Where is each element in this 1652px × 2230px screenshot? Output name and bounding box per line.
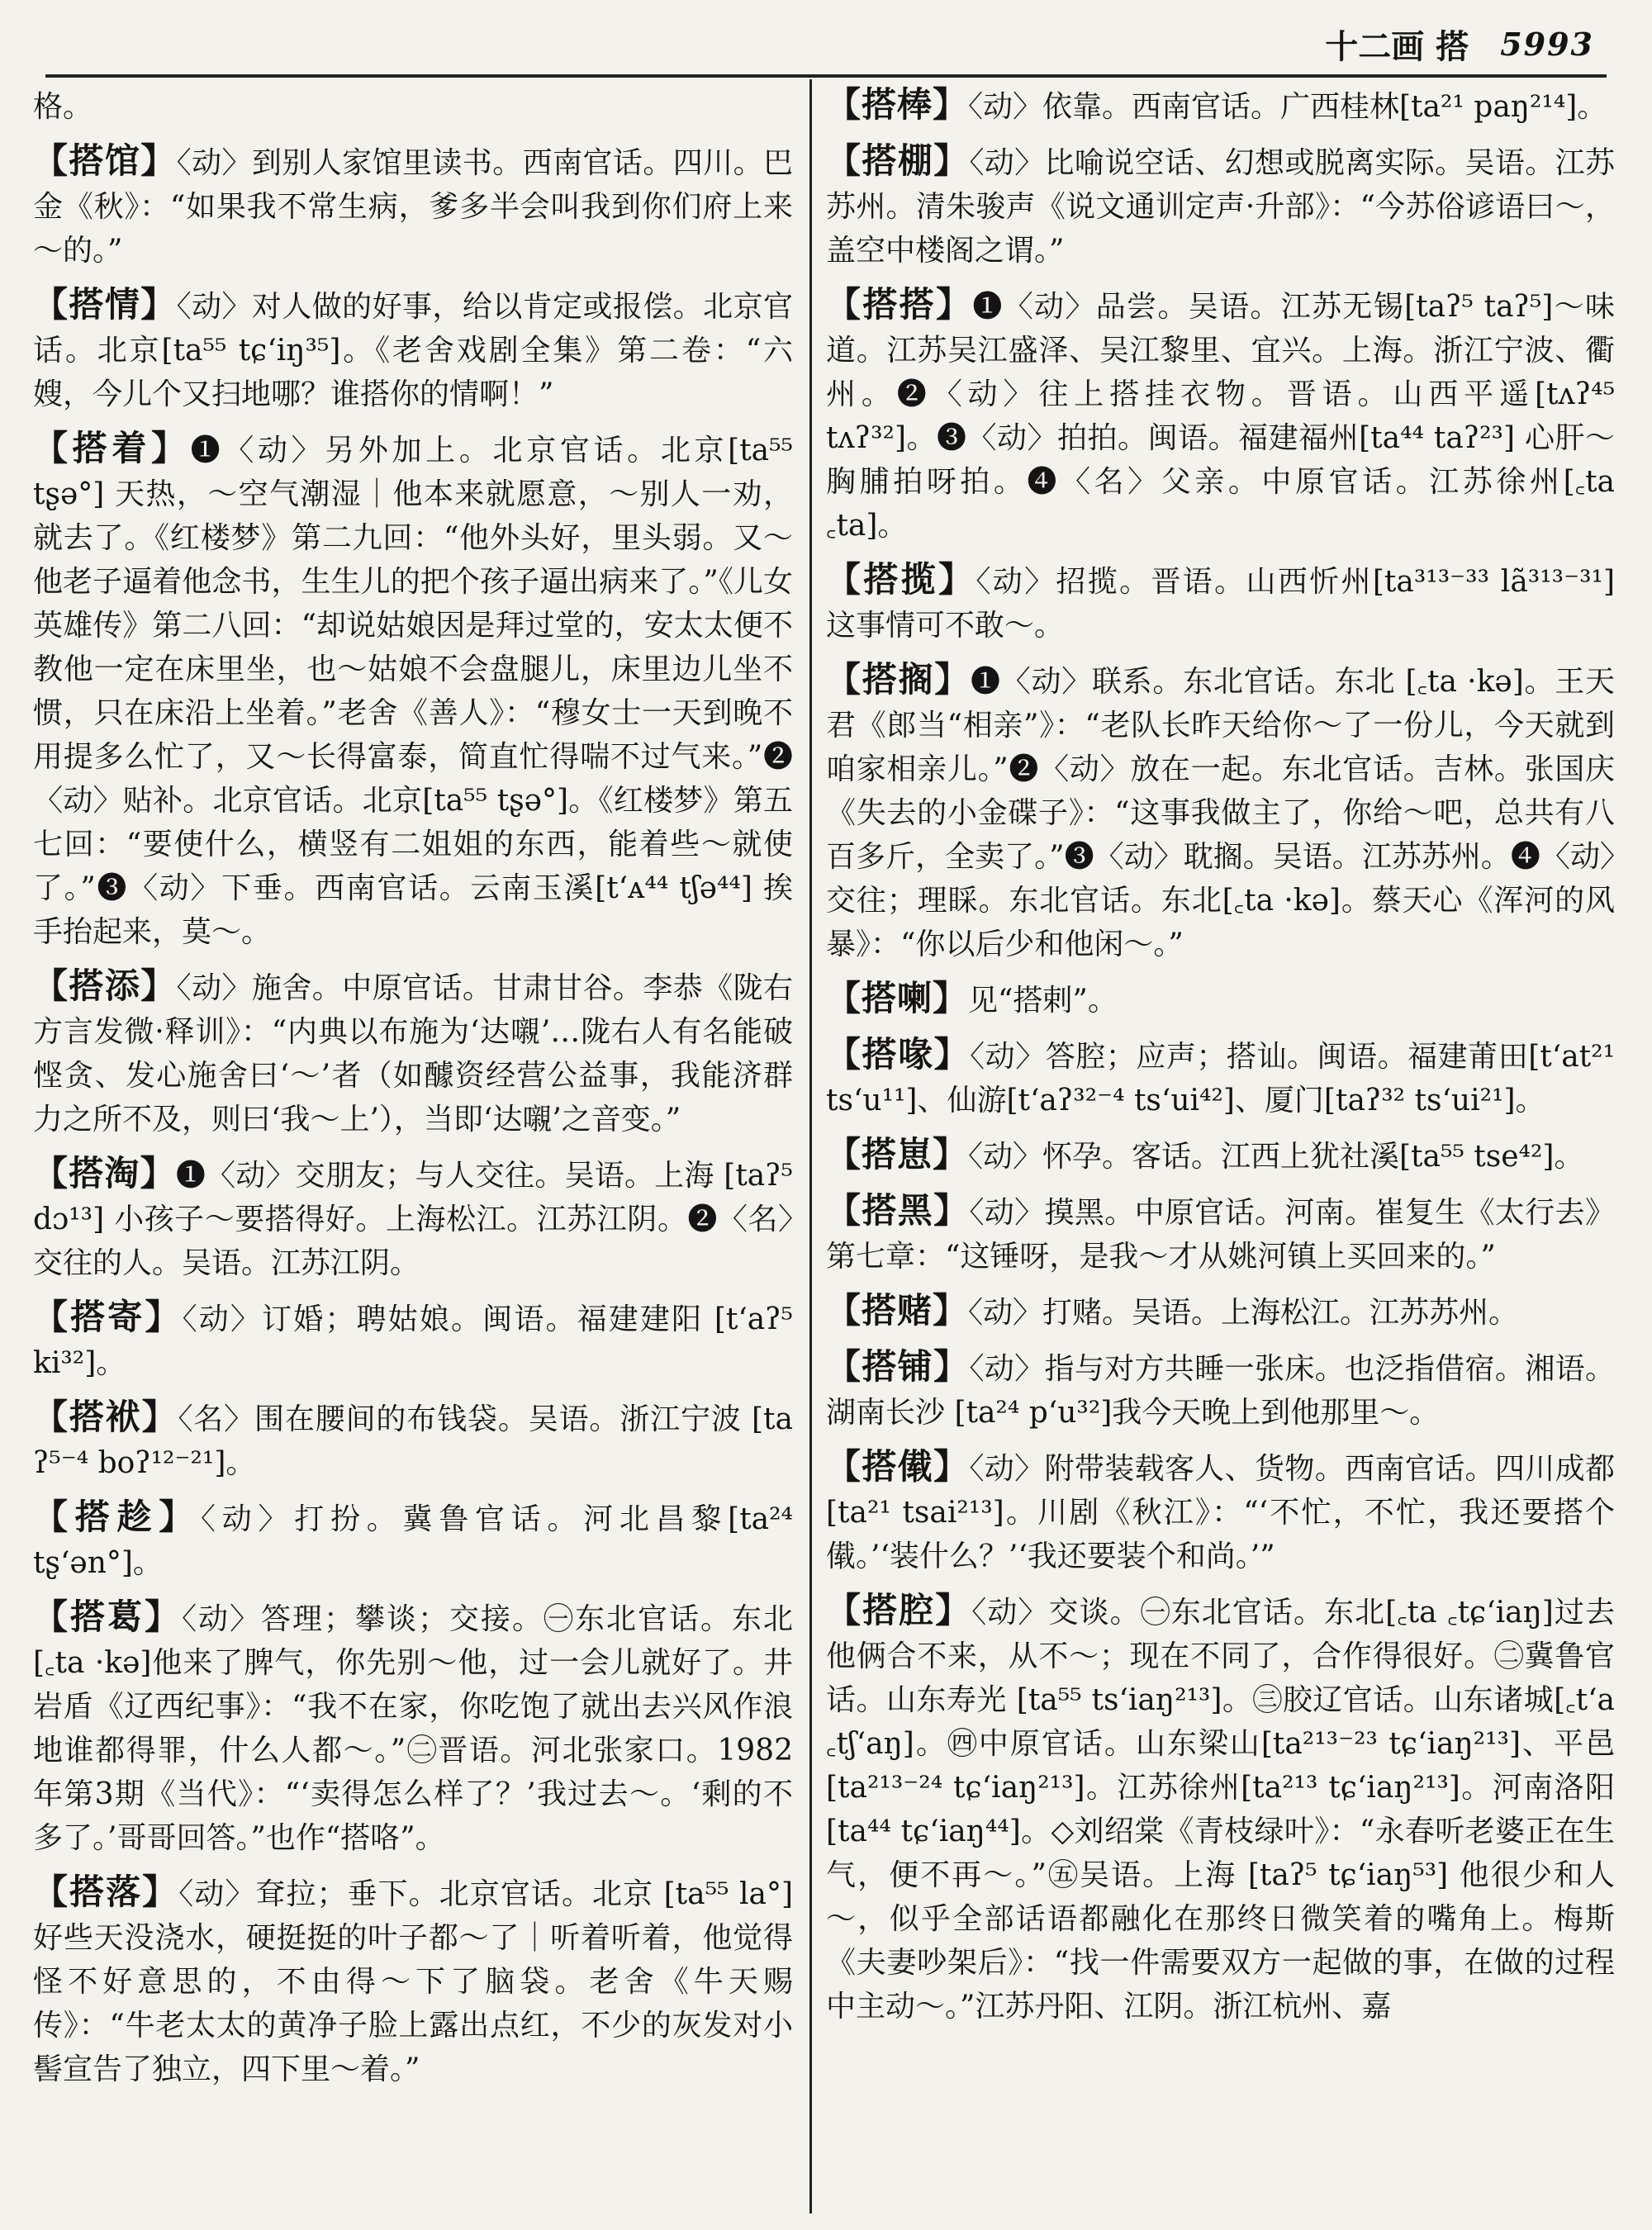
dictionary-entry xyxy=(33,282,793,416)
dictionary-entry xyxy=(826,657,1615,966)
entry-definition: 〈动〉答腔；应声；搭讪。闽语。福建莆田[tʻat²¹ tsʻu¹¹]、仙游[tʻaʔ³²⁻⁴ tsʻui⁴²]、厦门[taʔ³² tsʻui²¹]。 xyxy=(826,1040,1615,1117)
dictionary-entry xyxy=(33,1395,793,1485)
entry-definition: 格。 xyxy=(33,90,93,124)
header-rule xyxy=(45,74,1607,78)
entry-headword: 【搭趁】 xyxy=(33,1497,201,1537)
entry-definition: 〈动〉交谈。㊀东北官话。东北[꜀ta ꜀tɕʻiaŋ]过去他俩合不来，从不～；现在不同了，合作得很好。㊁冀鲁官话。山东寿光 [ta⁵⁵ tsʻiaŋ²¹³]。㊂胶辽官话。山东诸城[꜀tʻa ꜀tʃʻaŋ]。㊃中原官话。山东梁山[ta²¹³⁻²³ tɕʻiaŋ²¹³]、平邑[ta²¹³⁻²⁴ tɕʻiaŋ²¹³]。江苏徐州[ta²¹³ tɕʻiaŋ²¹³]。河南洛阳[ta⁴⁴ tɕʻiaŋ⁴⁴]。◇刘绍棠《青枝绿叶》：“永春听老婆正在生气，便不再～。”㊄吴语。上海 [taʔ⁵ tɕʻiaŋ⁵³] 他很少和人～，似乎全部话语都融化在那终日微笑着的嘴角上。梅斯《夫妻吵架后》：“找一件需要双方一起做的事，在做的过程中主动～。”江苏丹阳、江阴。浙江杭州、嘉 xyxy=(826,1596,1615,2024)
entry-definition: 〈动〉施舍。中原官话。甘肃甘谷。李恭《陇右方言发微·释训》：“内典以布施为‘达嚫’…陇右人有名能破悭贪、发心施舍曰‘～’者（如醵资经营公益事，我能济群力之所不及，则曰‘我～上’），当即‘达嚫’之音变。” xyxy=(33,971,793,1136)
entry-headword: 【搭搭】 xyxy=(826,284,973,325)
entry-headword: 【搭傤】 xyxy=(826,1446,970,1487)
dictionary-entry xyxy=(826,1345,1615,1435)
entry-definition: 〈动〉附带装载客人、货物。西南官话。四川成都 [ta²¹ tsai²¹³]。川剧《秋江》：“‘不忙，不忙，我还要搭个傤。’‘装什么？’‘我还要装个和尚。’” xyxy=(826,1452,1615,1573)
left-column xyxy=(33,83,793,2213)
entry-definition: 〈动〉订婚；聘姑娘。闽语。福建建阳 [tʻaʔ⁵ ki³²]。 xyxy=(33,1302,793,1380)
entry-headword: 【搭添】 xyxy=(33,966,177,1006)
dictionary-entry xyxy=(826,1132,1615,1179)
running-head xyxy=(50,15,1594,73)
dictionary-entry xyxy=(826,976,1615,1022)
entry-definition: 〈动〉比喻说空话、幻想或脱离实际。吴语。江苏苏州。清朱骏声《说文通训定声·升部》：“今苏俗谚语曰～，盖空中楼阁之谓。” xyxy=(826,146,1615,268)
dictionary-entry xyxy=(826,139,1615,273)
dictionary-entry xyxy=(826,1288,1615,1335)
dictionary-entry xyxy=(33,1870,793,2091)
entry-headword: 【搭袱】 xyxy=(33,1397,178,1437)
entry-headword: 【搭搁】 xyxy=(826,659,971,700)
entry-headword: 【搭赌】 xyxy=(826,1290,969,1331)
entry-definition: 〈动〉到别人家馆里读书。西南官话。四川。巴金《秋》：“如果我不常生病，爹多半会叫我到你们府上来～的。” xyxy=(33,146,793,268)
entry-definition: 〈名〉围在腰间的布钱袋。吴语。浙江宁波 [ta ʔ⁵⁻⁴ boʔ¹²⁻²¹]。 xyxy=(33,1402,793,1480)
entry-definition: ❶〈动〉品尝。吴语。江苏无锡[taʔ⁵ taʔ⁵]～味道。江苏吴江盛泽、吴江黎里、宜兴。上海。浙江宁波、衢州。❷〈动〉往上搭挂衣物。晋语。山西平遥[tʌʔ⁴⁵ tʌʔ³²]。❸〈动〉拍拍。闽语。福建福州[ta⁴⁴ taʔ²³] 心肝～胸脯拍呀拍。❹〈名〉父亲。中原官话。江苏徐州[꜀ta ꜀ta]。 xyxy=(826,290,1615,543)
dictionary-entry xyxy=(826,83,1615,129)
dictionary-entry xyxy=(826,1189,1615,1279)
dictionary-entry xyxy=(33,1595,793,1860)
entry-definition: 〈动〉打扮。冀鲁官话。河北昌黎[ta²⁴ tʂʻən°]。 xyxy=(33,1502,793,1580)
entry-headword: 【搭着】 xyxy=(33,428,191,468)
dictionary-entry xyxy=(33,1495,793,1585)
dictionary-entry xyxy=(33,83,793,129)
entry-headword: 【搭黑】 xyxy=(826,1190,970,1231)
entry-definition: ❶〈动〉交朋友；与人交往。吴语。上海 [taʔ⁵ dɔ¹³] 小孩子～要搭得好。上海松江。江苏江阴。❷〈名〉交往的人。吴语。江苏江阴。 xyxy=(33,1159,793,1280)
entry-definition: 〈动〉怀孕。客话。江西上犹社溪[ta⁵⁵ tse⁴²]。 xyxy=(968,1140,1584,1174)
dictionary-entry xyxy=(33,964,793,1141)
entry-headword: 【搭喇】 xyxy=(826,978,969,1018)
column-divider xyxy=(809,79,812,2213)
entry-definition: 见“搭剌”。 xyxy=(968,984,1118,1018)
dictionary-entry xyxy=(33,139,793,273)
entry-definition: 〈动〉招揽。晋语。山西忻州[ta³¹³⁻³³ lã³¹³⁻³¹] 这事情可不敢～。 xyxy=(826,565,1615,643)
entry-headword: 【搭馆】 xyxy=(33,140,177,181)
entry-definition: 〈动〉指与对方共睡一张床。也泛指借宿。湘语。湖南长沙 [ta²⁴ pʻu³²]我今天晚上到他那里～。 xyxy=(826,1352,1615,1430)
entry-definition: 〈动〉打赌。吴语。上海松江。江苏苏州。 xyxy=(968,1296,1519,1330)
dictionary-entry xyxy=(826,1032,1615,1122)
entry-definition: 〈动〉答理；攀谈；交接。㊀东北官话。东北[꜀ta ·kə]他来了脾气，你先别～他，过一会儿就好了。井岩盾《辽西纪事》：“我不在家，你吃饱了就出去兴风作浪地谁都得罪，什么人都～。”㊁晋语。河北张家口。1982年第3期《当代》：“‘卖得怎么样了？’我过去～。‘剩的不多了。’哥哥回答。”也作“搭咯”。 xyxy=(33,1602,793,1855)
entry-headword: 【搭葛】 xyxy=(33,1597,182,1637)
entry-headword: 【搭棚】 xyxy=(826,140,970,181)
dictionary-entry xyxy=(33,1295,793,1385)
entry-headword: 【搭铺】 xyxy=(826,1346,970,1387)
entry-definition: ❶〈动〉联系。东北官话。东北 [꜀ta ·kə]。王天君《郎当“相亲”》：“老队长昨天给你～了一份儿，今天就到咱家相亲儿。”❷〈动〉放在一起。东北官话。吉林。张国庆《失去的小金碟子》：“这事我做主了，你给～吧，总共有八百多斤，全卖了。”❸〈动〉耽搁。吴语。江苏苏州。❹〈动〉交往；理睬。东北官话。东北[꜀ta ·kə]。蔡天心《浑河的风暴》：“你以后少和他闲～。” xyxy=(826,665,1615,961)
dictionary-entry xyxy=(826,558,1615,648)
entry-definition: 〈动〉依靠。西南官话。广西桂林[ta²¹ paŋ²¹⁴]。 xyxy=(968,90,1607,124)
entry-headword: 【搭腔】 xyxy=(826,1590,972,1630)
entry-definition: 〈动〉对人做的好事，给以肯定或报偿。北京官话。北京[ta⁵⁵ tɕʻiŋ³⁵]。《老舍戏剧全集》第二卷：“六嫂，今儿个又扫地哪？谁搭你的情啊！” xyxy=(33,290,793,411)
page-number: 5993 xyxy=(1500,25,1594,63)
entry-headword: 【搭揽】 xyxy=(826,559,976,600)
dictionary-entry xyxy=(826,282,1615,548)
entry-definition: ❶〈动〉另外加上。北京官话。北京[ta⁵⁵ tʂə°] 天热，～空气潮湿｜他本来就愿意，～别人一劝，就去了。《红楼梦》第二九回：“他外头好，里头弱。又～他老子逼着他念书，生生儿的把个孩子逼出病来了。”《儿女英雄传》第二八回：“却说姑娘因是拜过堂的，安太太便不教他一定在床里坐，也～姑娘不会盘腿儿，床里边儿坐不惯，只在床沿上坐着。”老舍《善人》：“穆女士一天到晚不用提多么忙了，又～长得富泰，简直忙得喘不过气来。”❷〈动〉贴补。北京官话。北京[ta⁵⁵ tʂə°]。《红楼梦》第五七回：“要使什么，横竖有二姐姐的东西，能着些～就使了。”❸〈动〉下垂。西南官话。云南玉溪[tʻᴀ⁴⁴ tʃə⁴⁴] 挨手抬起来，莫～。 xyxy=(33,434,793,949)
entry-definition: 〈动〉摸黑。中原官话。河南。崔复生《太行去》第七章：“这锤呀，是我～才从姚河镇上买回来的。” xyxy=(826,1196,1615,1274)
dictionary-entry xyxy=(33,426,793,954)
dictionary-entry xyxy=(33,1151,793,1285)
dictionary-entry xyxy=(826,1445,1615,1578)
dictionary-entry xyxy=(826,1588,1615,2028)
section-title: 十二画 搭 xyxy=(1325,26,1469,66)
entry-headword: 【搭寄】 xyxy=(33,1297,183,1337)
entry-headword: 【搭喙】 xyxy=(826,1034,971,1075)
entry-headword: 【搭情】 xyxy=(33,284,177,325)
entry-headword: 【搭落】 xyxy=(33,1872,179,1912)
entry-headword: 【搭崽】 xyxy=(826,1134,969,1174)
right-column xyxy=(826,83,1615,2213)
entry-headword: 【搭棒】 xyxy=(826,84,969,125)
entry-headword: 【搭淘】 xyxy=(33,1153,176,1193)
entry-definition: 〈动〉耷拉；垂下。北京官话。北京 [ta⁵⁵ la°]好些天没浇水，硬挺挺的叶子都～了｜听着听着，他觉得怪不好意思的，不由得～下了脑袋。老舍《牛天赐传》：“牛老太太的黄净子脸上露出点红，不少的灰发对小髻宣告了独立，四下里～着。” xyxy=(33,1877,793,2086)
